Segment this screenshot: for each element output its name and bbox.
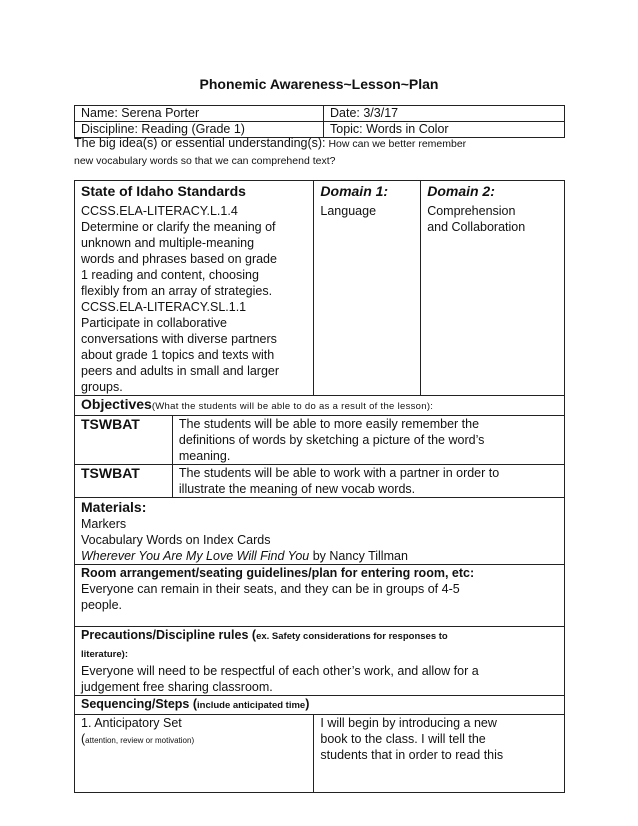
standards-heading: State of Idaho Standards bbox=[81, 183, 246, 199]
info-table bbox=[74, 105, 565, 138]
standards-body: CCSS.ELA-LITERACY.L.1.4 Determine or clarify the meaning of unknown and multiple-meaning words and phrases based on grade 1 reading and content, choosing flexibly from an array of strategies. CCSS.ELA-LITERACY.SL.1.1 Participate in collaborative conversations with diverse partners about grade 1 topics and texts with peers and adults in small and larger groups. bbox=[81, 204, 280, 394]
sequencing-header bbox=[75, 696, 565, 715]
topic-cell: Topic: Words in Color bbox=[324, 122, 565, 138]
book-title: Wherever You Are My Love Will Find You bbox=[81, 549, 310, 563]
step-1-text: I will begin by introducing a new book to the class. I will tell the students that in order to read this bbox=[314, 715, 565, 793]
room-cell bbox=[75, 565, 565, 627]
domain2-heading: Domain 2: bbox=[427, 183, 495, 199]
big-idea-label: The big idea(s) or essential understanding(s): bbox=[74, 136, 326, 150]
materials-cell bbox=[75, 498, 565, 565]
domain1-body: Language bbox=[320, 204, 377, 218]
step-1-label-cell bbox=[75, 715, 314, 793]
domain2-body: Comprehension and Collaboration bbox=[427, 204, 526, 234]
standards-cell bbox=[75, 181, 314, 396]
precautions-note: ex. Safety considerations for responses to literature): bbox=[81, 631, 448, 660]
objective-1-text: The students will be able to more easily remember the definitions of words by sketching a picture of the word’s meaning. bbox=[172, 416, 564, 465]
sequencing-heading: Sequencing/Steps ( bbox=[81, 697, 197, 711]
room-text: Everyone can remain in their seats, and they can be in groups of 4-5 people. bbox=[81, 582, 460, 612]
objective-2-text: The students will be able to work with a partner in order to illustrate the meaning of new vocab words. bbox=[172, 465, 564, 498]
domain2-cell bbox=[421, 181, 565, 396]
date-cell: Date: 3/3/17 bbox=[324, 106, 565, 122]
discipline-cell: Discipline: Reading (Grade 1) bbox=[75, 122, 324, 138]
domain1-heading: Domain 1: bbox=[320, 183, 389, 199]
objective-1-label: TSWBAT bbox=[75, 416, 173, 465]
sequencing-close: ) bbox=[305, 697, 310, 711]
lesson-plan-table bbox=[74, 180, 565, 793]
objective-2-label: TSWBAT bbox=[75, 465, 173, 498]
step-1-label: 1. Anticipatory Set bbox=[81, 716, 182, 730]
precautions-cell bbox=[75, 627, 565, 696]
big-idea-question-1: How can we better remember bbox=[325, 138, 467, 150]
big-idea bbox=[74, 135, 565, 169]
big-idea-question-2: new vocabulary words so that we can comprehend text? bbox=[74, 155, 336, 167]
precautions-heading: Precautions/Discipline rules ( bbox=[81, 628, 257, 642]
sequencing-note: include anticipated time bbox=[197, 700, 306, 711]
precautions-text: Everyone will need to be respectful of each other’s work, and allow for a judgement free sharing classroom. bbox=[81, 664, 479, 694]
step-1-paren: ( bbox=[81, 732, 86, 746]
domain1-cell bbox=[314, 181, 421, 396]
objectives-note: (What the students will be able to do as a result of the lesson): bbox=[151, 401, 434, 412]
room-heading: Room arrangement/seating guidelines/plan for entering room, etc: bbox=[81, 566, 475, 580]
page-title: Phonemic Awareness~Lesson~Plan bbox=[199, 76, 439, 92]
step-1-note: attention, review or motivation) bbox=[85, 736, 195, 745]
objectives-heading: Objectives bbox=[81, 396, 152, 412]
name-cell: Name: Serena Porter bbox=[75, 106, 324, 122]
materials-heading: Materials: bbox=[81, 499, 147, 515]
material-item: Vocabulary Words on Index Cards bbox=[81, 533, 271, 547]
book-author: by Nancy Tillman bbox=[309, 549, 408, 563]
objectives-header bbox=[75, 396, 565, 416]
material-item: Markers bbox=[81, 517, 127, 531]
